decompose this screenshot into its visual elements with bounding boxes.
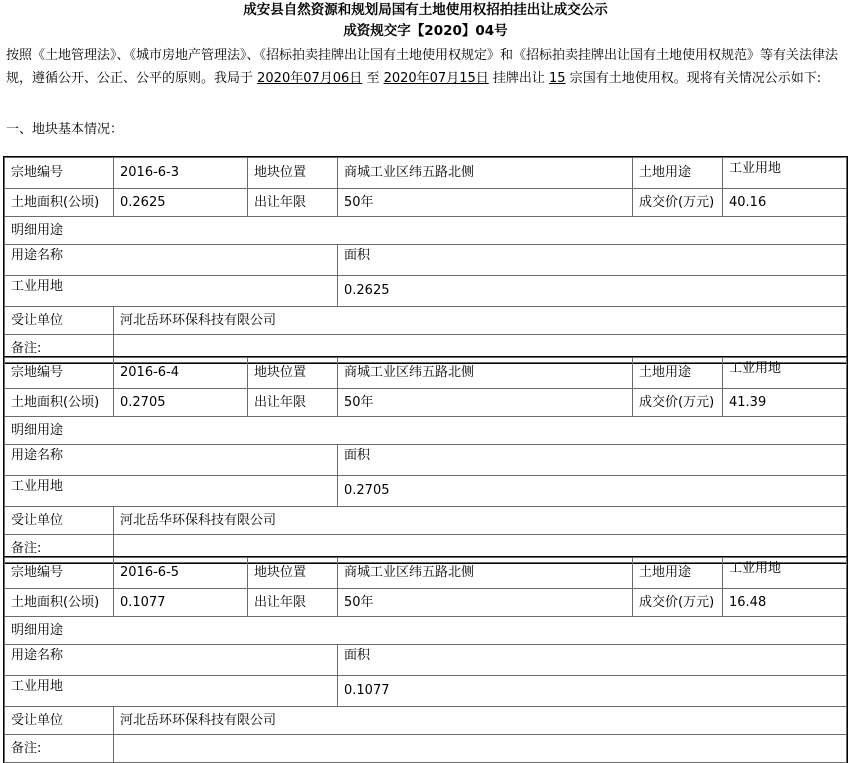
label-term: 出让年限 bbox=[248, 389, 338, 417]
label-parcel-no: 宗地编号 bbox=[5, 158, 114, 189]
land-use: 工业用地 bbox=[723, 158, 847, 189]
land-use: 工业用地 bbox=[723, 358, 847, 389]
label-parcel-no: 宗地编号 bbox=[5, 558, 114, 589]
table-row bbox=[5, 307, 847, 335]
detail-area: 0.2705 bbox=[338, 476, 847, 507]
label-term: 出让年限 bbox=[248, 589, 338, 617]
label-use-name: 用途名称 bbox=[5, 445, 338, 476]
table-row bbox=[5, 589, 847, 617]
label-transferee: 受让单位 bbox=[5, 307, 114, 335]
parcel-count: 15 bbox=[549, 71, 566, 86]
table-row bbox=[5, 217, 847, 245]
table-row bbox=[5, 558, 847, 589]
label-remarks: 备注: bbox=[5, 535, 114, 563]
intro-text-1: 按照《土地管理法》、《城市房地产管理法》、《招标拍卖挂牌出让国有土地使用权规定》和《招标拍卖挂牌出让国有土地使用权规范》等有关法律法规，遵循公开、公正、公平的原则。我局于 bbox=[6, 48, 839, 86]
transferee: 河北岳环环保科技有限公司 bbox=[114, 707, 847, 735]
label-detail-use: 明细用途 bbox=[5, 217, 847, 245]
label-area: 土地面积(公顷) bbox=[5, 589, 114, 617]
parcel-no: 2016-6-5 bbox=[114, 558, 248, 589]
page-title: 成安县自然资源和规划局国有土地使用权招拍挂出让成交公示 bbox=[243, 2, 608, 18]
location: 商城工业区纬五路北侧 bbox=[338, 158, 633, 189]
term: 50年 bbox=[338, 189, 633, 217]
label-detail-use: 明细用途 bbox=[5, 617, 847, 645]
price: 16.48 bbox=[723, 589, 847, 617]
label-price: 成交价(万元) bbox=[633, 589, 723, 617]
label-area-col: 面积 bbox=[338, 245, 847, 276]
label-price: 成交价(万元) bbox=[633, 389, 723, 417]
table-row bbox=[5, 645, 847, 676]
end-date: 2020年07月15日 bbox=[383, 71, 489, 86]
table-row bbox=[5, 158, 847, 189]
table-row bbox=[5, 245, 847, 276]
table-row bbox=[5, 389, 847, 417]
parcel-table-2 bbox=[4, 357, 847, 563]
detail-use-name: 工业用地 bbox=[5, 476, 338, 507]
location: 商城工业区纬五路北侧 bbox=[338, 558, 633, 589]
table-row bbox=[5, 358, 847, 389]
table-row bbox=[5, 735, 847, 763]
intro-text-3: 挂牌出让 bbox=[488, 71, 550, 86]
label-use-name: 用途名称 bbox=[5, 245, 338, 276]
location: 商城工业区纬五路北侧 bbox=[338, 358, 633, 389]
intro-text-4: 宗国有土地使用权。现将有关情况公示如下: bbox=[565, 71, 822, 86]
label-area: 土地面积(公顷) bbox=[5, 189, 114, 217]
price: 40.16 bbox=[723, 189, 847, 217]
intro-paragraph bbox=[6, 44, 846, 90]
area: 0.2625 bbox=[114, 189, 248, 217]
detail-area: 0.1077 bbox=[338, 676, 847, 707]
parcel-table-3 bbox=[4, 557, 847, 763]
transferee: 河北岳华环保科技有限公司 bbox=[114, 507, 847, 535]
price: 41.39 bbox=[723, 389, 847, 417]
label-use-name: 用途名称 bbox=[5, 645, 338, 676]
parcel-no: 2016-6-3 bbox=[114, 158, 248, 189]
detail-area: 0.2625 bbox=[338, 276, 847, 307]
area: 0.2705 bbox=[114, 389, 248, 417]
remarks bbox=[114, 735, 847, 763]
label-transferee: 受让单位 bbox=[5, 507, 114, 535]
table-row bbox=[5, 707, 847, 735]
area: 0.1077 bbox=[114, 589, 248, 617]
label-price: 成交价(万元) bbox=[633, 189, 723, 217]
parcel-table-1 bbox=[4, 157, 847, 363]
detail-use-name: 工业用地 bbox=[5, 676, 338, 707]
table-row bbox=[5, 617, 847, 645]
label-location: 地块位置 bbox=[248, 158, 338, 189]
label-area-col: 面积 bbox=[338, 645, 847, 676]
label-land-use: 土地用途 bbox=[633, 558, 723, 589]
land-use: 工业用地 bbox=[723, 558, 847, 589]
table-row bbox=[5, 507, 847, 535]
label-location: 地块位置 bbox=[248, 358, 338, 389]
term: 50年 bbox=[338, 389, 633, 417]
label-area-col: 面积 bbox=[338, 445, 847, 476]
label-area: 土地面积(公顷) bbox=[5, 389, 114, 417]
table-row bbox=[5, 189, 847, 217]
parcel-no: 2016-6-4 bbox=[114, 358, 248, 389]
label-transferee: 受让单位 bbox=[5, 707, 114, 735]
start-date: 2020年07月06日 bbox=[257, 71, 363, 86]
document-number: 成资规交字【2020】04号 bbox=[343, 23, 508, 39]
transferee: 河北岳环环保科技有限公司 bbox=[114, 307, 847, 335]
label-land-use: 土地用途 bbox=[633, 158, 723, 189]
intro-text-2: 至 bbox=[362, 71, 384, 86]
label-land-use: 土地用途 bbox=[633, 358, 723, 389]
table-row bbox=[5, 417, 847, 445]
term: 50年 bbox=[338, 589, 633, 617]
detail-use-name: 工业用地 bbox=[5, 276, 338, 307]
table-row bbox=[5, 276, 847, 307]
table-row bbox=[5, 445, 847, 476]
label-term: 出让年限 bbox=[248, 189, 338, 217]
table-row bbox=[5, 676, 847, 707]
label-location: 地块位置 bbox=[248, 558, 338, 589]
table-row bbox=[5, 476, 847, 507]
section-title: 一、地块基本情况： bbox=[6, 122, 124, 137]
label-remarks: 备注: bbox=[5, 735, 114, 763]
label-remarks: 备注: bbox=[5, 335, 114, 363]
label-parcel-no: 宗地编号 bbox=[5, 358, 114, 389]
label-detail-use: 明细用途 bbox=[5, 417, 847, 445]
